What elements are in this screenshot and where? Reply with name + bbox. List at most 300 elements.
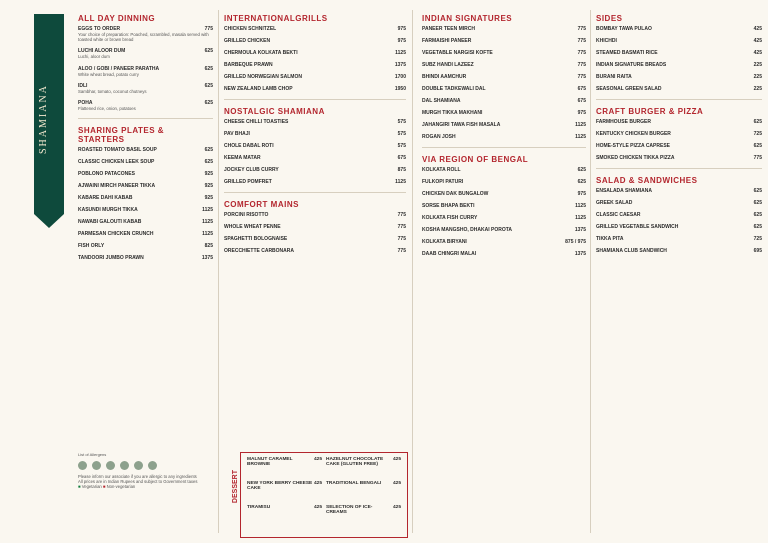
- menu-item-price: 725: [753, 131, 762, 137]
- menu-item-row: [422, 62, 586, 68]
- menu-item-row: [422, 203, 586, 209]
- dessert-item: [247, 457, 322, 467]
- menu-item-price: 775: [204, 26, 213, 32]
- menu-item-price: 675: [577, 98, 586, 104]
- menu-item-price: 425: [392, 505, 401, 510]
- menu-item-name: NEW ZEALAND LAMB CHOP: [224, 86, 293, 92]
- menu-item-row: [596, 188, 762, 194]
- menu-item-price: 625: [577, 179, 586, 185]
- menu-item: [596, 236, 762, 242]
- menu-item-name: ORECCHIETTE CARBONARA: [224, 248, 294, 254]
- menu-item: [422, 110, 586, 116]
- menu-item: [224, 86, 406, 92]
- menu-item-row: [78, 231, 213, 237]
- menu-item-row: [422, 251, 586, 257]
- menu-item-price: 925: [204, 171, 213, 178]
- menu-item-price: 625: [204, 65, 213, 72]
- menu-item-name: ENSALADA SHAMIANA: [596, 188, 652, 194]
- menu-item-price: 425: [313, 505, 322, 510]
- menu-item-price: 1125: [575, 122, 586, 128]
- menu-item-row: [422, 38, 586, 44]
- menu-item: [596, 62, 762, 68]
- menu-item-name: TIKKA PITA: [596, 236, 624, 242]
- menu-item-price: 1375: [574, 227, 586, 233]
- menu-item-row: [422, 110, 586, 116]
- menu-item-price: 625: [753, 119, 762, 125]
- section-title: INDIAN SIGNATURES: [422, 14, 513, 23]
- menu-item-price: 575: [397, 119, 406, 125]
- menu-item-price: 575: [397, 143, 406, 149]
- menu-item-price: 625: [753, 212, 762, 218]
- menu-item-name: SMOKED CHICKEN TIKKA PIZZA: [596, 155, 675, 161]
- menu-item-name: SHAMIANA CLUB SANDWICH: [596, 248, 667, 254]
- menu-item-price: 625: [204, 100, 213, 107]
- menu-item-price: 1125: [575, 134, 586, 140]
- menu-item-price: 925: [204, 195, 213, 202]
- menu-item-name: GREEK SALAD: [596, 200, 633, 206]
- menu-item-price: 575: [397, 131, 406, 137]
- menu-item-row: [224, 236, 406, 242]
- allergen-icons: [78, 461, 220, 470]
- menu-item-name: KOLKATA FISH CURRY: [422, 215, 478, 221]
- allergen-legend: List of Allergens Please inform our associate if you are allergic to any ingredients All prices are in Indian Rupees and subject to Government taxes ■ Vegetarian ■ Non-vegetarian: [78, 452, 220, 489]
- menu-item: [78, 219, 213, 225]
- menu-item-price: 625: [204, 159, 213, 166]
- section-title: INTERNATIONALGRILLS: [224, 14, 328, 23]
- menu-item: [422, 215, 586, 221]
- menu-item-name: KOLKATA ROLL: [422, 167, 461, 173]
- menu-item: [224, 74, 406, 80]
- menu-item-name: BURANI RAITA: [596, 74, 632, 80]
- menu-item: [596, 38, 762, 44]
- menu-item-row: [224, 38, 406, 44]
- menu-item-row: [596, 200, 762, 206]
- menu-item: [224, 155, 406, 161]
- menu-item: [78, 243, 213, 249]
- menu-item-price: 695: [753, 248, 762, 254]
- menu-item-row: [78, 147, 213, 153]
- menu-item: [78, 159, 213, 165]
- menu-item-name: CHICKEN DAK BUNGALOW: [422, 191, 489, 197]
- menu-item-row: [596, 26, 762, 32]
- column-international: [224, 14, 406, 260]
- menu-item-name: POBLONO PATACONES: [78, 171, 135, 178]
- menu-item-price: 775: [577, 74, 586, 80]
- menu-item-row: [422, 86, 586, 92]
- section-title: SHARING PLATES & STARTERS: [78, 126, 165, 145]
- brand-banner: [34, 14, 64, 214]
- menu-item-price: 425: [313, 457, 322, 462]
- dessert-label: DESSERT: [232, 470, 239, 504]
- menu-item-name: DAL SHAMIANA: [422, 98, 461, 104]
- menu-item-row: [422, 227, 586, 233]
- allergen-icon: [78, 461, 87, 470]
- menu-item-row: [596, 131, 762, 137]
- menu-item-row: [422, 191, 586, 197]
- dessert-item: [247, 505, 322, 510]
- menu-item-name: PARMESAN CHICKEN CRUNCH: [78, 231, 154, 238]
- menu-item: [78, 231, 213, 237]
- section-title: VIA REGION OF BENGAL: [422, 155, 529, 164]
- menu-item-price: 1125: [202, 207, 213, 214]
- menu-item-row: [224, 50, 406, 56]
- menu-item-name: FARMHOUSE BURGER: [596, 119, 652, 125]
- brand-name: SHAMIANA: [38, 84, 49, 154]
- menu-item-row: [596, 224, 762, 230]
- menu-item-name: GRILLED CHICKEN: [224, 38, 271, 44]
- dessert-item: [326, 481, 401, 486]
- menu-item-price: 775: [397, 212, 406, 218]
- menu-item: [224, 50, 406, 56]
- menu-item-price: 225: [753, 62, 762, 68]
- menu-item-row: [596, 236, 762, 242]
- menu-item-name: KENTUCKY CHICKEN BURGER: [596, 131, 671, 137]
- menu-item-row: [422, 122, 586, 128]
- menu-item-price: 1125: [395, 179, 406, 185]
- menu-item-row: [224, 74, 406, 80]
- menu-item-price: 425: [753, 50, 762, 56]
- menu-item-price: 775: [753, 155, 762, 161]
- menu-item-desc: Your choice of preparation: Poached, scrambled, masala served with toasted white or brown bread: [78, 32, 209, 43]
- dessert-item: [247, 481, 322, 491]
- menu-item: [224, 236, 406, 242]
- menu-item-name: VEGETABLE NARGISI KOFTE: [422, 50, 493, 56]
- menu-item-price: 775: [397, 248, 406, 254]
- menu-item-row: [422, 98, 586, 104]
- section-title: SALAD & SANDWICHES: [596, 176, 698, 185]
- column-all-day: [78, 14, 213, 267]
- menu-item: [224, 38, 406, 44]
- menu-item: [422, 98, 586, 104]
- menu-item-row: [596, 143, 762, 149]
- allergen-icon: [106, 461, 115, 470]
- menu-item-name: HOME-STYLE PIZZA CAPRESE: [596, 143, 670, 149]
- menu-item-price: 825: [204, 243, 213, 250]
- menu-item-row: [596, 212, 762, 218]
- menu-item-row: [78, 255, 213, 261]
- menu-item-name: GRILLED NORWEGIAN SALMON: [224, 74, 302, 80]
- menu-item: [422, 74, 586, 80]
- menu-item-price: 875 / 975: [565, 239, 586, 245]
- section-title: COMFORT MAINS: [224, 200, 299, 209]
- menu-item: [596, 119, 762, 125]
- menu-item-row: [78, 183, 213, 189]
- menu-item: [596, 143, 762, 149]
- menu-item: [224, 212, 406, 218]
- menu-item-name: PORCINI RISOTTO: [224, 212, 269, 218]
- menu-item: [78, 255, 213, 261]
- menu-item-name: LUCHI ALOOR DUM: [78, 48, 126, 55]
- menu-item: [596, 212, 762, 218]
- menu-item-name: NAWABI GALOUTI KABAB: [78, 219, 142, 226]
- menu-item: [224, 143, 406, 149]
- menu-item-price: 625: [204, 82, 213, 89]
- menu-item-desc: Luchi, aloor dum: [78, 54, 110, 60]
- menu-item-name: SEASONAL GREEN SALAD: [596, 86, 662, 92]
- menu-item: [78, 171, 213, 177]
- menu-item-price: 975: [397, 38, 406, 44]
- menu-item: [224, 131, 406, 137]
- menu-item-price: 425: [753, 38, 762, 44]
- menu-item-row: [596, 50, 762, 56]
- menu-item: [596, 248, 762, 254]
- menu-item-name: JAHANGIRI TAWA FISH MASALA: [422, 122, 501, 128]
- menu-item-price: 1125: [202, 219, 213, 226]
- menu-item-name: MALNUT CARAMEL BROWNIE: [247, 457, 293, 467]
- menu-item-name: ALOO / GOBI / PANEER PARATHA: [78, 65, 160, 72]
- menu-item: [422, 50, 586, 56]
- nonveg-label: Non-vegetarian: [106, 484, 136, 489]
- menu-item: [78, 147, 213, 153]
- menu-item-row: [596, 155, 762, 161]
- menu-item-name: DAAB CHINGRI MALAI: [422, 251, 477, 257]
- menu-item-name: CHOLE DABAL ROTI: [224, 143, 274, 149]
- section-title: CRAFT BURGER & PIZZA: [596, 107, 704, 116]
- menu-item-name: FULKOPI PATURI: [422, 179, 464, 185]
- menu-item: [224, 179, 406, 185]
- menu-item: [596, 155, 762, 161]
- menu-item-price: 975: [577, 110, 586, 116]
- menu-item-name: FARMAISHI PANEER: [422, 38, 472, 44]
- dessert-box: [240, 452, 408, 538]
- menu-item-row: [78, 219, 213, 225]
- menu-item-name: DOUBLE TADKEWALI DAL: [422, 86, 486, 92]
- menu-item: [78, 26, 213, 42]
- menu-item-row: [596, 119, 762, 125]
- menu-item-price: 675: [577, 86, 586, 92]
- menu-item: [78, 83, 213, 94]
- price-note: All prices are in Indian Rupees and subject to Government taxes: [78, 479, 198, 484]
- menu-item-price: 925: [204, 183, 213, 190]
- column-divider: [590, 10, 591, 533]
- menu-item: [224, 119, 406, 125]
- menu-item: [422, 38, 586, 44]
- menu-item-name: INDIAN SIGNATURE BREADS: [596, 62, 667, 68]
- menu-item: [224, 62, 406, 68]
- menu-item: [224, 224, 406, 230]
- menu-item-name: MURGH TIKKA MAKHANI: [422, 110, 483, 116]
- menu-item: [422, 191, 586, 197]
- menu-item-name: KASUNDI MURGH TIKKA: [78, 207, 138, 214]
- menu-item-price: 775: [397, 224, 406, 230]
- menu-item-row: [224, 248, 406, 254]
- menu-item: [422, 62, 586, 68]
- menu-item-price: 425: [392, 481, 401, 486]
- menu-item: [422, 179, 586, 185]
- menu-item-price: 1125: [202, 231, 213, 238]
- menu-item-row: [224, 86, 406, 92]
- menu-item-row: [422, 239, 586, 245]
- section-title: SIDES: [596, 14, 623, 23]
- menu-item-name: CLASSIC CAESAR: [596, 212, 641, 218]
- menu-item-row: [78, 171, 213, 177]
- menu-item-row: [224, 62, 406, 68]
- menu-item-price: 225: [753, 86, 762, 92]
- menu-item-name: TIRAMISU: [247, 505, 271, 510]
- menu-item-price: 775: [397, 236, 406, 242]
- menu-item-name: KABARE DAHI KABAB: [78, 195, 133, 202]
- menu-item-price: 725: [753, 236, 762, 242]
- menu-item-name: SELECTION OF ICE-CREAMS: [326, 505, 373, 515]
- menu-item-name: SUBZ HANDI LAZEEZ: [422, 62, 474, 68]
- menu-item: [422, 167, 586, 173]
- menu-item: [422, 86, 586, 92]
- section-title: ALL DAY DINNING: [78, 14, 156, 23]
- menu-item: [422, 122, 586, 128]
- menu-item-price: 425: [753, 26, 762, 32]
- menu-item-price: 625: [753, 224, 762, 230]
- menu-item: [422, 251, 586, 257]
- menu-item-row: [224, 167, 406, 173]
- menu-item-desc: Flattened rice, onion, potatoes: [78, 106, 136, 112]
- allergen-note: Please inform our associate if you are allergic to any ingredients: [78, 474, 197, 479]
- menu-item-price: 1125: [575, 215, 586, 221]
- menu-item-price: 625: [577, 167, 586, 173]
- menu-item-name: KHICHDI: [596, 38, 617, 44]
- menu-item-name: POHA: [78, 100, 93, 107]
- menu-item-row: [78, 243, 213, 249]
- menu-item-row: [422, 74, 586, 80]
- menu-item-price: 675: [397, 155, 406, 161]
- menu-item-name: CHICKEN SCHNITZEL: [224, 26, 277, 32]
- menu-item-row: [224, 179, 406, 185]
- menu-item-row: [422, 26, 586, 32]
- menu-item-name: PANEER TEEN MIRCH: [422, 26, 475, 32]
- menu-item-name: CHERMOULA KOLKATA BEKTI: [224, 50, 298, 56]
- menu-item-name: KOSHA MANGSHO, DHAKAI POROTA: [422, 227, 512, 233]
- menu-item-name: IDLI: [78, 82, 88, 89]
- menu-item-price: 775: [577, 38, 586, 44]
- menu-item: [596, 188, 762, 194]
- menu-item-price: 625: [753, 143, 762, 149]
- menu-item-price: 625: [753, 200, 762, 206]
- menu-item-row: [224, 131, 406, 137]
- menu-item-price: 1375: [201, 255, 213, 262]
- section-title: NOSTALGIC SHAMIANA: [224, 107, 325, 116]
- menu-item: [596, 224, 762, 230]
- menu-item-name: TANDOORI JUMBO PRAWN: [78, 255, 144, 262]
- menu-item-price: 625: [204, 147, 213, 154]
- menu-item-name: HAZELNUT CHOCOLATE CAKE (GLUTEN FREE): [326, 457, 384, 467]
- menu-item-price: 425: [313, 481, 322, 486]
- menu-item-name: KEEMA MATAR: [224, 155, 261, 161]
- menu-item: [422, 26, 586, 32]
- legend-title: List of Allergens: [78, 452, 107, 457]
- menu-item-row: [422, 134, 586, 140]
- menu-item-price: 775: [577, 26, 586, 32]
- menu-item-name: WHOLE WHEAT PENNE: [224, 224, 281, 230]
- menu-item-price: 1125: [575, 203, 586, 209]
- menu-item-row: [224, 119, 406, 125]
- dessert-item: [326, 457, 401, 467]
- menu-item-row: [224, 143, 406, 149]
- menu-item-price: 425: [392, 457, 401, 462]
- menu-item-name: BARBEQUE PRAWN: [224, 62, 273, 68]
- menu-item: [78, 183, 213, 189]
- allergen-icon: [134, 461, 143, 470]
- column-indian: [422, 14, 586, 263]
- menu-item: [78, 66, 213, 77]
- menu-item-name: ROASTED TOMATO BASIL SOUP: [78, 147, 157, 154]
- menu-item-price: 1700: [394, 74, 406, 80]
- menu-item: [596, 26, 762, 32]
- menu-item-row: [596, 38, 762, 44]
- menu-item-name: GRILLED VEGETABLE SANDWICH: [596, 224, 679, 230]
- menu-item-row: [422, 50, 586, 56]
- menu-item-row: [422, 167, 586, 173]
- menu-item-name: BHINDI AAMCHUR: [422, 74, 467, 80]
- menu-item-row: [224, 224, 406, 230]
- menu-item: [78, 100, 213, 111]
- menu-item-name: BOMBAY TAWA PULAO: [596, 26, 652, 32]
- menu-item-name: NEW YORK BERRY CHEESE CAKE: [247, 481, 313, 491]
- menu-item-row: [422, 215, 586, 221]
- menu-item-row: [224, 212, 406, 218]
- menu-item: [596, 50, 762, 56]
- menu-item-row: [596, 248, 762, 254]
- menu-item: [224, 26, 406, 32]
- menu-item-row: [224, 155, 406, 161]
- menu-item-row: [78, 159, 213, 165]
- allergen-icon: [120, 461, 129, 470]
- menu-item: [422, 134, 586, 140]
- allergen-icon: [92, 461, 101, 470]
- menu-item-row: [596, 62, 762, 68]
- menu-item-row: [78, 195, 213, 201]
- veg-label: Vegetarian: [81, 484, 102, 489]
- menu-item-name: AJWAINI MIRCH PANEER TIKKA: [78, 183, 156, 190]
- menu-item-price: 1125: [395, 50, 406, 56]
- menu-item-name: CHEESE CHILLI TOASTIES: [224, 119, 289, 125]
- menu-item-price: 975: [577, 191, 586, 197]
- menu-item-row: [422, 179, 586, 185]
- menu-item-row: [224, 26, 406, 32]
- menu-item: [596, 86, 762, 92]
- menu-item-name: KOLKATA BIRYANI: [422, 239, 467, 245]
- menu-item: [422, 227, 586, 233]
- menu-item-name: FISH ORLY: [78, 243, 105, 250]
- menu-item-price: 625: [204, 48, 213, 55]
- menu-item-price: 1375: [394, 62, 406, 68]
- menu-item: [78, 48, 213, 59]
- menu-item-row: [78, 207, 213, 213]
- menu-item-name: EGGS TO ORDER: [78, 26, 121, 32]
- menu-item-price: 775: [577, 62, 586, 68]
- menu-item-row: [596, 74, 762, 80]
- menu-item-name: SPAGHETTI BOLOGNAISE: [224, 236, 288, 242]
- menu-item: [224, 167, 406, 173]
- menu-item-name: TRADITIONAL BENGALI: [326, 481, 382, 486]
- menu-item-row: [596, 86, 762, 92]
- menu-item-price: 225: [753, 74, 762, 80]
- menu-item: [78, 195, 213, 201]
- menu-item: [596, 131, 762, 137]
- menu-item-price: 625: [753, 188, 762, 194]
- menu-item: [422, 239, 586, 245]
- menu-item-desc: Sambhar, tomato, coconut chutneys: [78, 88, 147, 94]
- menu-item-desc: White wheat bread, potato curry: [78, 71, 139, 77]
- menu-item-name: PAV BHAJI: [224, 131, 250, 137]
- menu-item: [422, 203, 586, 209]
- menu-item-price: 1950: [394, 86, 406, 92]
- menu-item-price: 975: [397, 26, 406, 32]
- menu-item: [596, 200, 762, 206]
- menu-item-name: GRILLED POMFRET: [224, 179, 272, 185]
- menu-item-price: 775: [577, 50, 586, 56]
- menu-item: [78, 207, 213, 213]
- dessert-item: [326, 505, 401, 515]
- menu-item-price: 1375: [574, 251, 586, 257]
